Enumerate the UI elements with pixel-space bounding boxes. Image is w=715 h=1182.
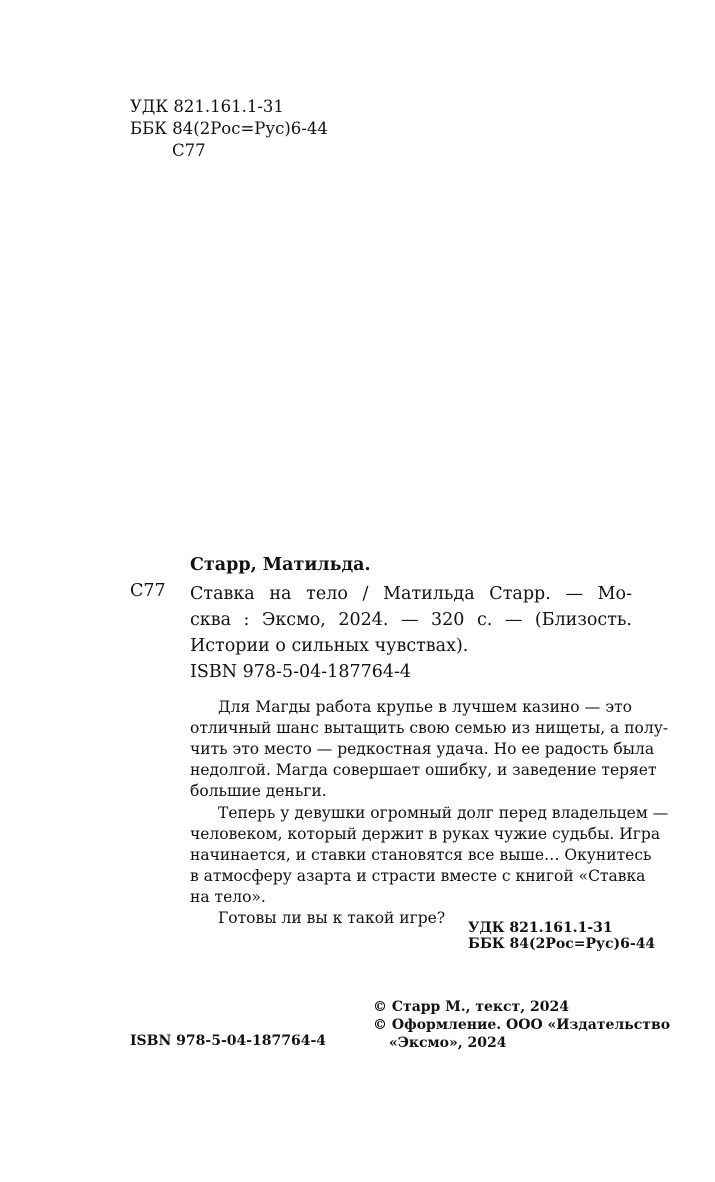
copyright-design: © Оформление. ООО «Издательство bbox=[373, 1017, 671, 1033]
copyright-publisher: «Эксмо», 2024 bbox=[389, 1035, 507, 1051]
isbn-bottom: ISBN 978-5-04-187764-4 bbox=[130, 1033, 327, 1049]
udk-code-top: УДК 821.161.1-31 bbox=[130, 97, 284, 116]
annotation-line: Готовы ли вы к такой игре? bbox=[218, 909, 446, 927]
annotation-line: чить это место — редкостная удача. Но ее радость была bbox=[190, 740, 655, 758]
bbk-code-top: ББК 84(2Рос=Рус)6-44 bbox=[130, 119, 328, 138]
annotation-line: большие деньги. bbox=[190, 782, 327, 800]
annotation-line: Для Магды работа крупье в лучшем казино — это bbox=[218, 698, 632, 716]
annotation-line: отличный шанс вытащить свою семью из нищеты, а полу- bbox=[190, 719, 669, 737]
annotation-line: недолгой. Магда совершает ошибку, и заведение теряет bbox=[190, 761, 657, 779]
author-code-entry: С77 bbox=[130, 581, 166, 601]
author-code-top: С77 bbox=[172, 141, 206, 160]
annotation-line: в атмосферу азарта и страсти вместе с книгой «Ставка bbox=[190, 867, 646, 885]
annotation-line: человеком, который держит в руках чужие судьбы. Игра bbox=[190, 825, 661, 843]
annotation-line: на тело». bbox=[190, 888, 266, 906]
annotation-line: Теперь у девушки огромный долг перед владельцем — bbox=[218, 804, 669, 822]
udk-code-bottom: УДК 821.161.1-31 bbox=[468, 920, 613, 936]
annotation-line: начинается, и ставки становятся все выше… Окунитесь bbox=[190, 846, 652, 864]
copyright-text: © Старр М., текст, 2024 bbox=[373, 999, 569, 1015]
bibliographic-line: Ставка на тело / Матильда Старр. — Мо- bbox=[190, 584, 632, 604]
bbk-code-bottom: ББК 84(2Рос=Рус)6-44 bbox=[468, 936, 656, 952]
author-name: Старр, Матильда. bbox=[190, 555, 371, 575]
isbn-entry: ISBN 978-5-04-187764-4 bbox=[190, 662, 412, 682]
bibliographic-line: сква : Эксмо, 2024. — 320 с. — (Близость. bbox=[190, 610, 632, 630]
bibliographic-line: Истории о сильных чувствах). bbox=[190, 636, 469, 656]
